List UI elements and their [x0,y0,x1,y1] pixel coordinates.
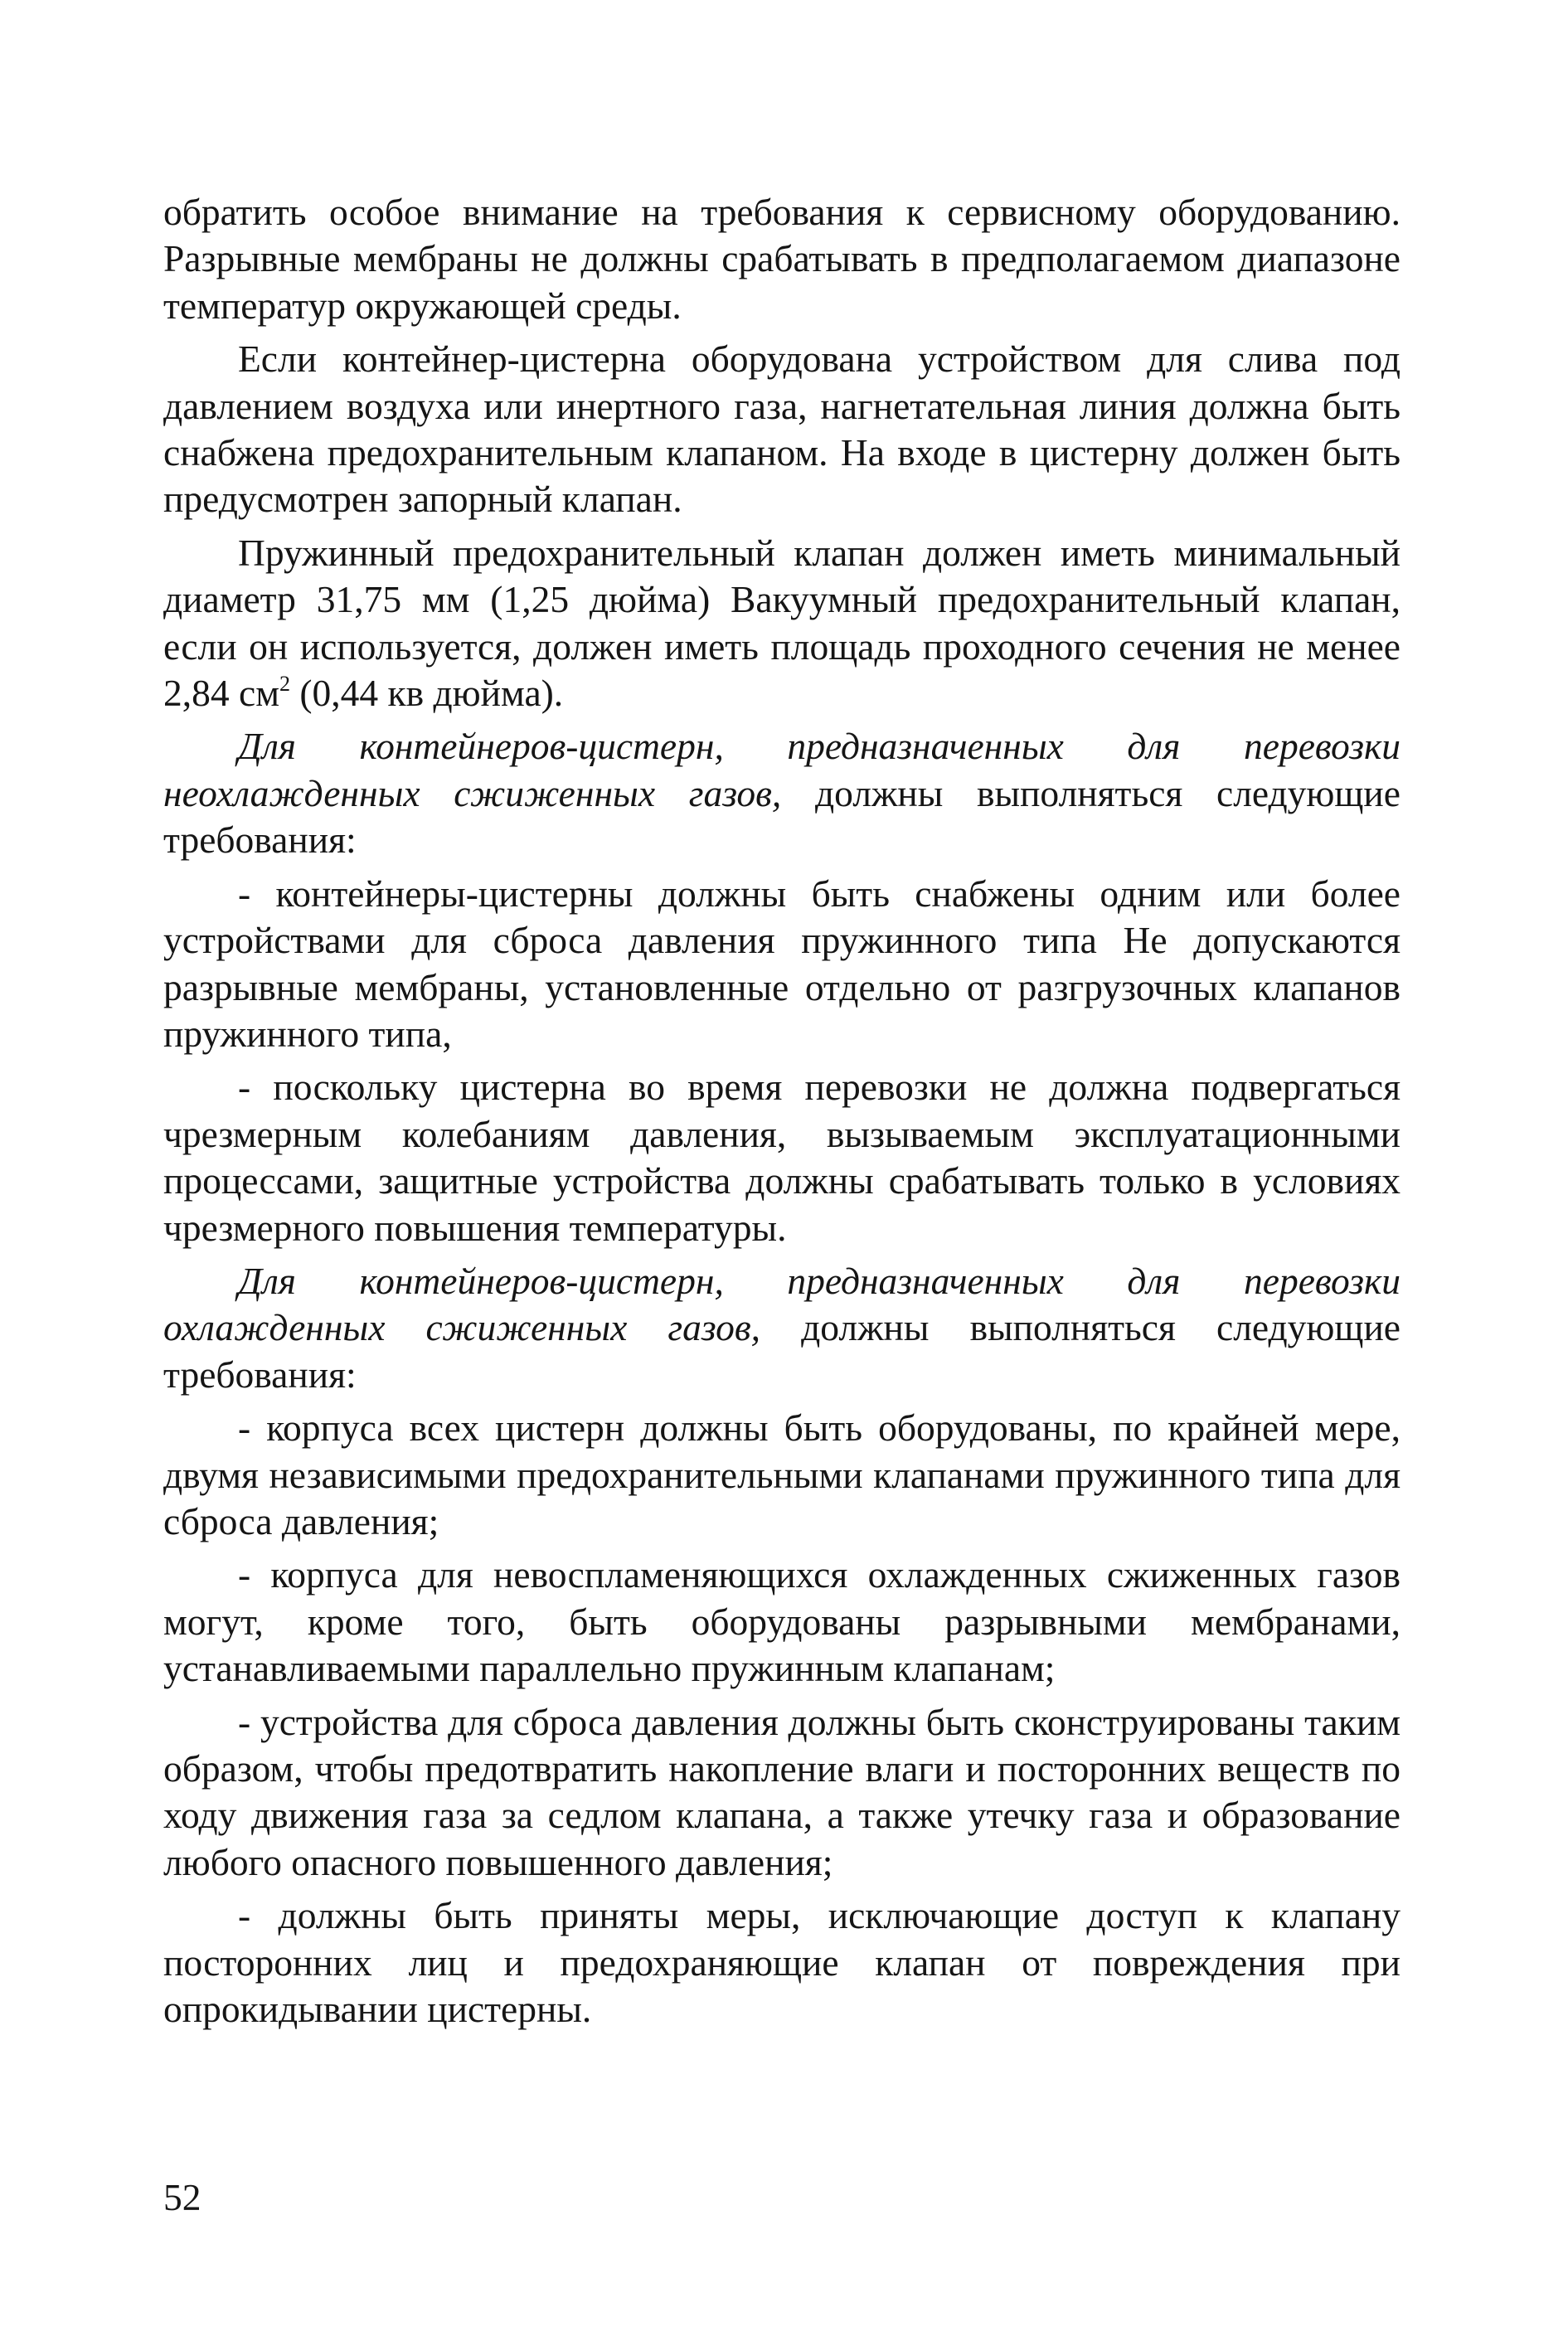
list-item-temperature-rise: - поскольку цистерна во время перевозки не должна подвергаться чрезмерным колебаниям давления, вызываемым эксплуатационными процессами, защитные устройства должны срабатывать только в условиях чрезмерного повышения температуры. [163,1066,1401,1249]
list-item-access-protection: - должны быть приняты меры, исключающие доступ к клапану посторонних лиц и предохраняющие клапан от повреждения при опрокидывании цистерны. [163,1894,1401,2031]
superscript-two: 2 [279,672,290,697]
paragraph-non-refrigerated-heading [163,723,1401,863]
italic-lead-non-refrigerated: Для контейнеров-цистерн, предназначенных для перевозки неохлажденных сжиженных газов, [163,725,1401,814]
italic-lead-refrigerated: Для контейнеров-цистерн, предназначенных для перевозки охлажденных сжиженных газов, [163,1259,1401,1349]
list-item-spring-devices: - контейнеры-цистерны должны быть снабжены одним или более устройствами для сброса давления пружинного типа Не допускаются разрывные мембраны, установленные отдельно от разгрузочных клапанов пружинного типа, [163,872,1401,1055]
paragraph-refrigerated-heading [163,1258,1401,1398]
list-item-two-valves: - корпуса всех цистерн должны быть оборудованы, по крайней мере, двумя независимыми предохранительными клапанами пружинного типа для сброса давления; [163,1406,1401,1542]
page-body [163,189,1401,2033]
paragraph-pressure-discharge: Если контейнер-цистерна оборудована устройством для слива под давлением воздуха или инертного газа, нагнетательная линия должна быть снабжена предохранительным клапаном. На входе в цистерну должен быть предусмотрен запорный клапан. [163,338,1401,521]
paragraph-continuation: обратить особое внимание на требования к сервисному оборудованию. Разрывные мембраны не должны срабатывать в предполагаемом диапазоне температур окружающей среды. [163,191,1401,327]
page-number: 52 [163,2176,201,2218]
requirements-intro-2: должны выполняться следующие требования: [163,1306,1401,1396]
valve-area-text: (0,44 кв дюйма). [290,672,564,715]
paragraph-valve-diameter [163,530,1401,717]
list-item-moisture-prevention: - устройства для сброса давления должны быть сконструированы таким образом, чтобы предотвратить накопление влаги и посторонних веществ по ходу движения газа за седлом клапана, а также утечку газа и образование любого опасного повышенного давления; [163,1700,1401,1883]
requirements-intro-1: должны выполняться следующие требования: [163,771,1401,862]
valve-diameter-text: Пружинный предохранительный клапан должен иметь минимальный диаметр 31,75 мм (1,25 дюйма) Вакуумный предохранительный клапан, если он используется, должен иметь площадь проходного сечения не менее 2,84 см [163,531,1401,715]
list-item-bursting-discs: - корпуса для невоспламеняющихся охлажденных сжиженных газов могут, кроме того, быть оборудованы разрывными мембранами, устанавливаемыми параллельно пружинным клапанам; [163,1553,1401,1690]
